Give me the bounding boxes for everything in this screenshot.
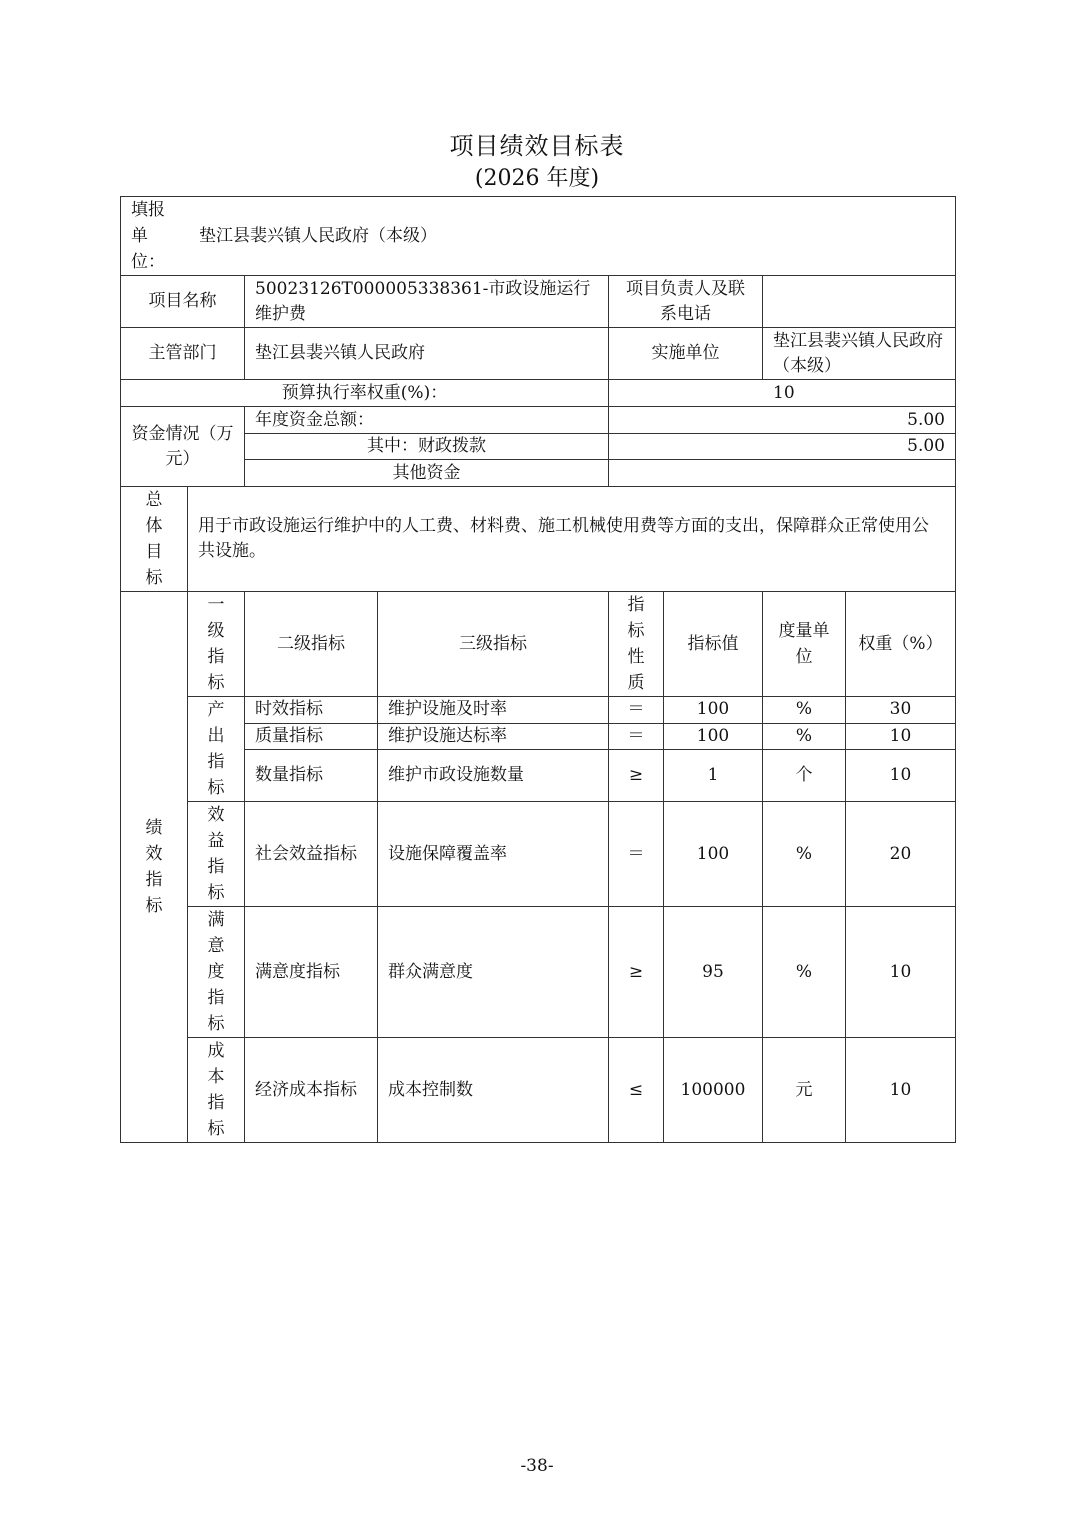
header-level3: 三级指标: [378, 592, 609, 697]
level2-cell: 满意度指标: [245, 907, 378, 1038]
level3-cell: 群众满意度: [378, 907, 609, 1038]
funds-fiscal-label: 其中：财政拨款: [245, 434, 609, 460]
nature-cell: ≤: [609, 1038, 664, 1143]
level2-cell: 社会效益指标: [245, 802, 378, 907]
value-cell: 100: [664, 697, 763, 724]
performance-goal-table: [120, 196, 956, 1143]
level3-cell: 设施保障覆盖率: [378, 802, 609, 907]
weight-cell: 20: [846, 802, 956, 907]
header-unit: 度量单位: [763, 592, 846, 697]
page-subtitle-year: (2026 年度): [474, 166, 600, 191]
budget-rate-value: 10: [609, 380, 956, 407]
contact-value: [763, 276, 956, 328]
value-cell: 100000: [664, 1038, 763, 1143]
contact-label: 项目负责人及联系电话: [609, 276, 763, 328]
unit-value: 垫江县裴兴镇人民政府（本级）: [199, 225, 437, 246]
funds-other-label: 其他资金: [245, 460, 609, 487]
level1-cost: 成本指标: [188, 1038, 245, 1143]
unit-cell: %: [763, 802, 846, 907]
nature-cell: ＝: [609, 697, 664, 724]
weight-cell: 10: [846, 750, 956, 802]
unit-cell: %: [763, 723, 846, 750]
level3-cell: 成本控制数: [378, 1038, 609, 1143]
goal-label: 总体目标: [121, 487, 188, 592]
level3-cell: 维护设施达标率: [378, 723, 609, 750]
funds-total-label: 年度资金总额：: [245, 407, 609, 434]
goal-text: 用于市政设施运行维护中的人工费、材料费、施工机械使用费等方面的支出，保障群众正常使用公共设施。: [188, 487, 956, 592]
header-level1: 一级指标: [188, 592, 245, 697]
value-cell: 95: [664, 907, 763, 1038]
weight-cell: 30: [846, 697, 956, 724]
value-cell: 100: [664, 802, 763, 907]
nature-cell: ≥: [609, 907, 664, 1038]
value-cell: 1: [664, 750, 763, 802]
level2-cell: 数量指标: [245, 750, 378, 802]
nature-cell: ＝: [609, 723, 664, 750]
dept-label: 主管部门: [121, 328, 245, 380]
table-row: [121, 750, 956, 802]
weight-cell: 10: [846, 1038, 956, 1143]
table-row: [121, 697, 956, 724]
nature-cell: ＝: [609, 802, 664, 907]
header-weight: 权重（%）: [846, 592, 956, 697]
level2-cell: 时效指标: [245, 697, 378, 724]
level1-benefit: 效益指标: [188, 802, 245, 907]
header-value: 指标值: [664, 592, 763, 697]
page-title: 项目绩效目标表: [449, 132, 625, 160]
header-nature: 指标性质: [609, 592, 664, 697]
weight-cell: 10: [846, 723, 956, 750]
table-row: [121, 723, 956, 750]
level2-cell: 经济成本指标: [245, 1038, 378, 1143]
indicators-section-label: 绩效指标: [121, 592, 188, 1143]
page-number: -38-: [520, 1456, 554, 1476]
project-name-value: 50023126T000005338361-市政设施运行维护费: [245, 276, 609, 328]
impl-unit-label: 实施单位: [609, 328, 763, 380]
unit-cell: %: [763, 907, 846, 1038]
unit-label: 填报单位：: [131, 200, 165, 272]
funds-fiscal-value: 5.00: [609, 434, 956, 460]
unit-cell: %: [763, 697, 846, 724]
funds-total-value: 5.00: [609, 407, 956, 434]
value-cell: 100: [664, 723, 763, 750]
level1-satisfaction: 满意度指标: [188, 907, 245, 1038]
table-row: [121, 802, 956, 907]
level3-cell: 维护设施及时率: [378, 697, 609, 724]
table-row: [121, 1038, 956, 1143]
table-row: [121, 907, 956, 1038]
unit-cell: 元: [763, 1038, 846, 1143]
budget-rate-label: 预算执行率权重(%)：: [121, 380, 609, 407]
level2-cell: 质量指标: [245, 723, 378, 750]
dept-value: 垫江县裴兴镇人民政府: [245, 328, 609, 380]
level3-cell: 维护市政设施数量: [378, 750, 609, 802]
funds-other-value: [609, 460, 956, 487]
unit-row: [121, 197, 956, 276]
nature-cell: ≥: [609, 750, 664, 802]
weight-cell: 10: [846, 907, 956, 1038]
project-name-label: 项目名称: [121, 276, 245, 328]
level1-output: 产出指标: [188, 697, 245, 802]
unit-cell: 个: [763, 750, 846, 802]
funds-label: 资金情况（万元）: [121, 407, 245, 487]
header-level2: 二级指标: [245, 592, 378, 697]
impl-unit-value: 垫江县裴兴镇人民政府（本级）: [763, 328, 956, 380]
